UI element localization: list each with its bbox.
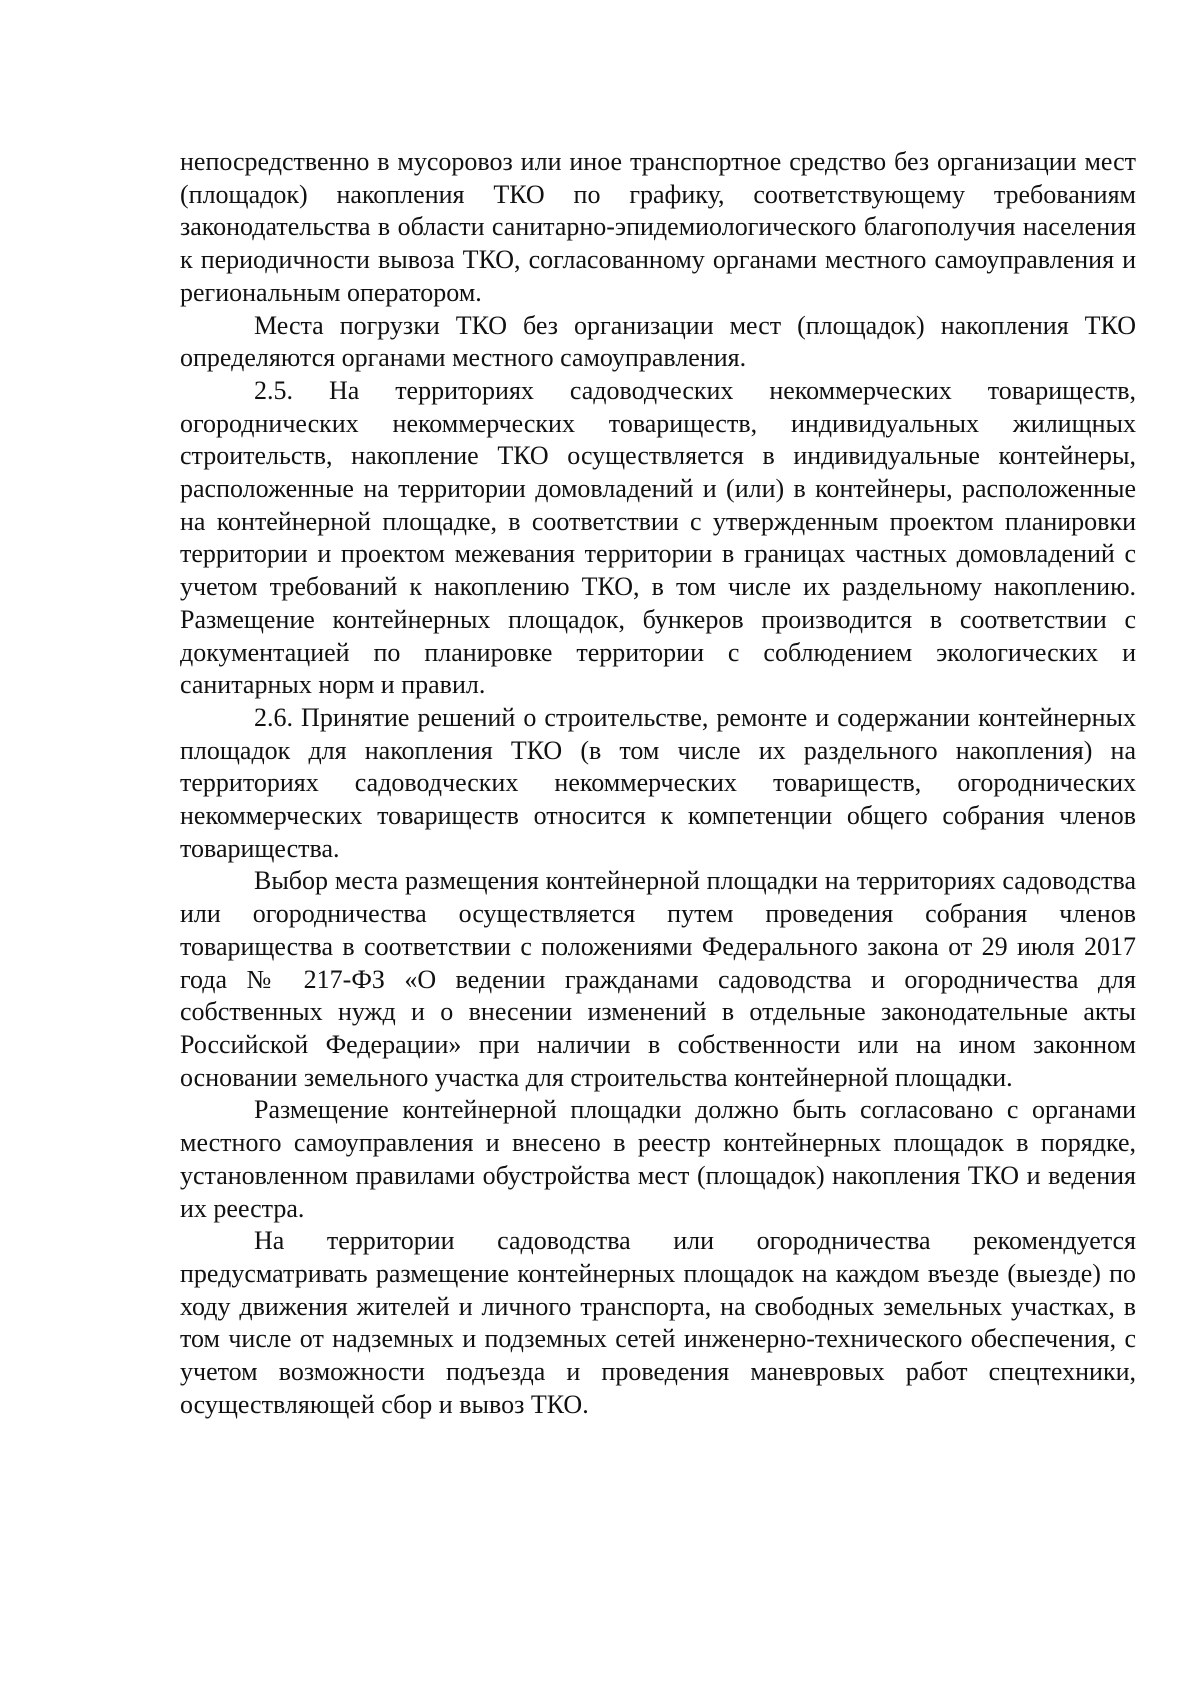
- document-body: [180, 146, 1136, 1421]
- paragraph-loading-places: Места погрузки ТКО без организации мест (площадок) накопления ТКО определяются органами местного самоуправления.: [180, 310, 1136, 373]
- paragraph-continuation: непосредственно в мусоровоз или иное транспортное средство без организации мест (площадок) накопления ТКО по графику, соответствующему требованиям законодательства в области санитарно-эпидемиологического благополучия населения к периодичности вывоза ТКО, согласованному органами местного самоуправления и региональным оператором.: [180, 147, 1136, 307]
- paragraph-site-registration: Размещение контейнерной площадки должно быть согласовано с органами местного самоуправления и внесено в реестр контейнерных площадок в порядке, установленном правилами обустройства мест (площадок) накопления ТКО и ведения их реестра.: [180, 1095, 1136, 1223]
- paragraph-2-5: 2.5. На территориях садоводческих некоммерческих товариществ, огороднических некоммерческих товариществ, индивидуальных жилищных строительств, накопление ТКО осуществляется в индивидуальные контейнеры, расположенные на территории домовладений и (или) в контейнеры, расположенные на контейнерной площадке, в соответствии с утвержденным проектом планировки территории и проектом межевания территории в границах частных домовладений с учетом требований к накоплению ТКО, в том числе их раздельному накоплению. Размещение контейнерных площадок, бункеров производится в соответствии с документацией по планировке территории с соблюдением экологических и санитарных норм и правил.: [180, 375, 1136, 700]
- paragraph-site-selection: Выбор места размещения контейнерной площадки на территориях садоводства или огородничества осуществляется путем проведения собрания членов товарищества в соответствии с положениями Федерального закона от 29 июля 2017 года № 217-ФЗ «О ведении гражданами садоводства и огородничества для собственных нужд и о внесении изменений в отдельные законодательные акты Российской Федерации» при наличии в собственности или на ином законном основании земельного участка для строительства контейнерной площадки.: [180, 866, 1136, 1092]
- paragraph-2-6: 2.6. Принятие решений о строительстве, ремонте и содержании контейнерных площадок для накопления ТКО (в том числе их раздельного накопления) на территориях садоводческих некоммерческих товариществ, огороднических некоммерческих товариществ относится к компетенции общего собрания членов товарищества.: [180, 702, 1136, 863]
- paragraph-site-recommendation: На территории садоводства или огородничества рекомендуется предусматривать размещение контейнерных площадок на каждом въезде (выезде) по ходу движения жителей и личного транспорта, на свободных земельных участках, в том числе от надземных и подземных сетей инженерно-технического обеспечения, с учетом возможности подъезда и проведения маневровых работ спецтехники, осуществляющей сбор и вывоз ТКО.: [180, 1226, 1136, 1419]
